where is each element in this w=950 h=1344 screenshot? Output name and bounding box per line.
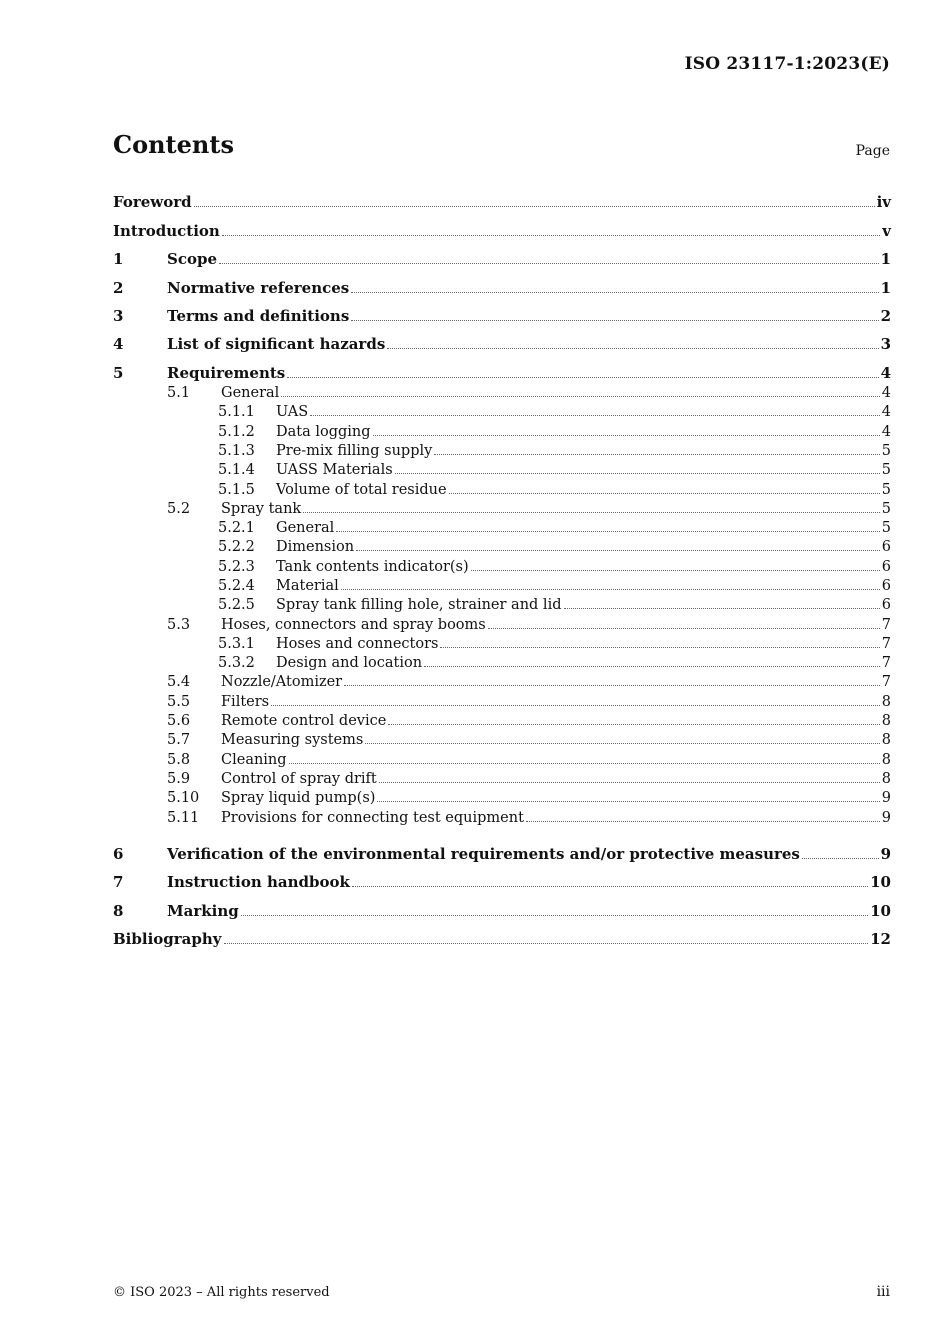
contents-title: Contents — [113, 130, 234, 159]
toc-entry-title: Terms and definitions — [167, 306, 350, 325]
toc-entry-page: 6 — [881, 558, 891, 575]
toc-entry-title: Spray tank — [221, 500, 302, 517]
dot-leader — [351, 320, 878, 321]
toc-entry-page: 6 — [881, 539, 891, 556]
toc-entry[interactable] — [113, 382, 891, 401]
toc-entry[interactable] — [113, 353, 891, 381]
toc-entry[interactable] — [113, 806, 891, 825]
toc-entry-page: 1 — [880, 250, 891, 269]
dot-leader — [303, 512, 880, 513]
toc-entry-page: 9 — [881, 809, 891, 826]
toc-entry-page: iv — [876, 193, 891, 212]
toc-entry[interactable] — [113, 671, 891, 690]
toc-entry[interactable] — [113, 211, 891, 239]
dot-leader — [241, 915, 868, 916]
dot-leader — [564, 608, 880, 609]
toc-entry-page: 12 — [870, 930, 891, 949]
dot-leader — [271, 705, 880, 706]
dot-leader — [526, 821, 880, 822]
dot-leader — [194, 206, 875, 207]
toc-entry-page: 4 — [881, 385, 891, 402]
toc-entry-number: 5.6 — [167, 713, 191, 730]
toc-entry-title: Design and location — [276, 655, 423, 672]
document-id: ISO 23117-1:2023(E) — [684, 54, 890, 74]
toc-entry-number: 4 — [113, 335, 124, 354]
toc-entry-page: 9 — [881, 790, 891, 807]
toc-entry[interactable] — [113, 710, 891, 729]
toc-entry-page: v — [882, 221, 891, 240]
toc-entry-number: 5.1 — [167, 385, 191, 402]
dot-leader — [341, 589, 880, 590]
dot-leader — [379, 782, 880, 783]
toc-entry[interactable] — [113, 297, 891, 325]
toc-entry-title: Cleaning — [221, 751, 287, 768]
toc-entry-number: 5.2.2 — [218, 539, 255, 556]
toc-entry-title: UAS — [276, 404, 309, 421]
toc-entry-page: 5 — [881, 500, 891, 517]
toc-entry[interactable] — [113, 498, 891, 517]
dot-leader — [802, 858, 879, 859]
toc-entry[interactable] — [113, 633, 891, 652]
toc-entry-title: Introduction — [113, 221, 220, 240]
toc-entry-page: 7 — [881, 635, 891, 652]
toc-entry-title: Scope — [167, 250, 218, 269]
toc-entry-title: Requirements — [167, 363, 286, 382]
toc-entry[interactable] — [113, 401, 891, 420]
footer-copyright: © ISO 2023 – All rights reserved — [113, 1285, 330, 1300]
toc-entry-number: 5.1.3 — [218, 442, 255, 459]
toc-entry-page: 9 — [880, 844, 891, 863]
toc-entry-page: 7 — [881, 655, 891, 672]
toc-entry-number: 5.1.2 — [218, 423, 255, 440]
dot-leader — [488, 628, 880, 629]
dot-leader — [434, 454, 879, 455]
dot-leader — [281, 396, 879, 397]
dot-leader — [336, 531, 879, 532]
toc-entry-page: 6 — [881, 578, 891, 594]
dot-leader — [289, 763, 880, 764]
toc-entry-title: Bibliography — [113, 930, 222, 949]
toc-entry-title: Hoses, connectors and spray booms — [221, 616, 486, 633]
toc-entry-title: General — [221, 385, 280, 402]
toc-entry-number: 5.1.4 — [218, 462, 255, 479]
toc-entry-page: 5 — [881, 481, 891, 498]
page-column-label: Page — [855, 143, 890, 159]
toc-entry-page: 7 — [881, 674, 891, 691]
toc-entry-page: 7 — [881, 616, 891, 633]
toc-entry-number: 5.5 — [167, 693, 191, 710]
toc-entry-title: Provisions for connecting test equipment — [221, 809, 524, 826]
toc-entry-number: 5.4 — [167, 674, 191, 691]
toc-entry-number: 5.9 — [167, 770, 191, 787]
toc-entry-number: 5.7 — [167, 732, 191, 749]
dot-leader — [440, 647, 879, 648]
toc-entry-number: 5.3 — [167, 616, 191, 633]
toc-entry-number: 5.8 — [167, 751, 191, 768]
dot-leader — [222, 235, 880, 236]
toc-entry-page: 8 — [881, 751, 891, 768]
toc-entry-title: Normative references — [167, 278, 350, 297]
toc-entry[interactable] — [113, 863, 891, 891]
toc-entry-number: 1 — [113, 250, 124, 269]
toc-entry-title: Volume of total residue — [276, 481, 447, 498]
toc-entry-number: 6 — [113, 844, 124, 863]
toc-entry-title: Dimension — [276, 539, 355, 556]
toc-entry-title: UASS Materials — [276, 462, 393, 479]
toc-entry[interactable] — [113, 748, 891, 767]
toc-entry-title: Tank contents indicator(s) — [276, 558, 469, 575]
dot-leader — [387, 348, 878, 349]
toc-entry-number: 5.1.5 — [218, 481, 255, 498]
toc-entry[interactable] — [113, 652, 891, 671]
toc-entry-title: Pre-mix filling supply — [276, 442, 433, 459]
toc-entry[interactable] — [113, 891, 891, 919]
toc-entry-number: 5.3.1 — [218, 635, 255, 652]
toc-entry-title: List of significant hazards — [167, 335, 386, 354]
toc-entry-page: 4 — [881, 423, 891, 440]
toc-entry-page: 5 — [881, 520, 891, 537]
toc-entry-number: 5.10 — [167, 790, 200, 807]
dot-leader — [344, 685, 880, 686]
toc-entry[interactable] — [113, 613, 891, 632]
toc-entry-number: 5.2.4 — [218, 578, 255, 594]
toc-entry-title: Material — [276, 578, 339, 594]
toc-entry[interactable] — [113, 835, 891, 863]
dot-leader — [388, 724, 879, 725]
toc-entry[interactable] — [113, 729, 891, 748]
toc-entry-page: 3 — [880, 335, 891, 354]
toc-entry-number: 5.3.2 — [218, 655, 255, 672]
dot-leader — [395, 473, 880, 474]
dot-leader — [287, 377, 878, 378]
table-of-contents — [113, 183, 891, 948]
toc-entry[interactable] — [113, 594, 891, 613]
toc-entry-page: 6 — [881, 597, 891, 614]
toc-entry-title: Remote control device — [221, 713, 387, 730]
toc-entry-number: 8 — [113, 901, 124, 920]
dot-leader — [356, 550, 880, 551]
toc-entry-page: 10 — [870, 873, 891, 892]
toc-entry-number: 5.1.1 — [218, 404, 255, 421]
toc-entry-page: 8 — [881, 713, 891, 730]
toc-entry-number: 2 — [113, 278, 124, 297]
toc-entry[interactable] — [113, 268, 891, 296]
dot-leader — [365, 743, 879, 744]
toc-entry-title: Nozzle/Atomizer — [221, 674, 343, 691]
toc-entry-title: Filters — [221, 693, 270, 710]
toc-entry-page: 10 — [870, 901, 891, 920]
toc-entry[interactable] — [113, 420, 891, 439]
dot-leader — [352, 886, 868, 887]
dot-leader — [219, 263, 879, 264]
toc-entry[interactable] — [113, 325, 891, 353]
toc-entry-number: 5.2 — [167, 500, 191, 517]
toc-entry-title: Marking — [167, 901, 239, 920]
toc-entry-title: Instruction handbook — [167, 873, 350, 892]
toc-entry[interactable] — [113, 517, 891, 536]
toc-entry-number: 5.2.3 — [218, 558, 255, 575]
footer-page-number: iii — [876, 1284, 890, 1300]
toc-entry-number: 5.11 — [167, 809, 200, 826]
toc-entry[interactable] — [113, 536, 891, 555]
dot-leader — [351, 292, 878, 293]
toc-entry-page: 5 — [881, 442, 891, 459]
dot-leader — [373, 435, 880, 436]
toc-entry[interactable] — [113, 575, 891, 594]
dot-leader — [377, 801, 879, 802]
toc-entry[interactable] — [113, 920, 891, 948]
toc-entry[interactable] — [113, 787, 891, 806]
toc-entry-number: 3 — [113, 306, 124, 325]
toc-entry-title: Foreword — [113, 193, 192, 212]
toc-entry[interactable] — [113, 459, 891, 478]
toc-entry-title: Measuring systems — [221, 732, 364, 749]
toc-entry-title: Spray liquid pump(s) — [221, 790, 376, 807]
toc-entry[interactable] — [113, 183, 891, 211]
dot-leader — [224, 943, 869, 944]
toc-entry-page: 1 — [880, 278, 891, 297]
toc-entry[interactable] — [113, 478, 891, 497]
toc-entry-page: 4 — [880, 363, 891, 382]
toc-entry-title: Data logging — [276, 423, 371, 440]
toc-entry-title: Hoses and connectors — [276, 635, 439, 652]
toc-entry-page: 2 — [880, 306, 891, 325]
toc-entry-page: 8 — [881, 732, 891, 749]
toc-entry[interactable] — [113, 555, 891, 574]
toc-entry-page: 8 — [881, 770, 891, 787]
toc-entry[interactable] — [113, 440, 891, 459]
toc-entry-page: 4 — [881, 404, 891, 421]
dot-leader — [471, 570, 880, 571]
toc-entry[interactable] — [113, 240, 891, 268]
toc-entry-number: 5.2.5 — [218, 597, 255, 614]
toc-entry-title: Control of spray drift — [221, 770, 377, 787]
toc-entry[interactable] — [113, 690, 891, 709]
toc-entry[interactable] — [113, 768, 891, 787]
toc-entry-number: 5 — [113, 363, 124, 382]
toc-entry-title: Verification of the environmental requirements and/or protective measures — [167, 844, 800, 863]
dot-leader — [310, 415, 880, 416]
toc-entry-title: General — [276, 520, 335, 537]
toc-entry-number: 5.2.1 — [218, 520, 255, 537]
toc-entry-page: 8 — [881, 693, 891, 710]
toc-entry-title: Spray tank filling hole, strainer and lid — [276, 597, 562, 614]
dot-leader — [424, 666, 880, 667]
dot-leader — [449, 493, 880, 494]
toc-entry-number: 7 — [113, 873, 124, 892]
toc-entry-page: 5 — [881, 462, 891, 479]
